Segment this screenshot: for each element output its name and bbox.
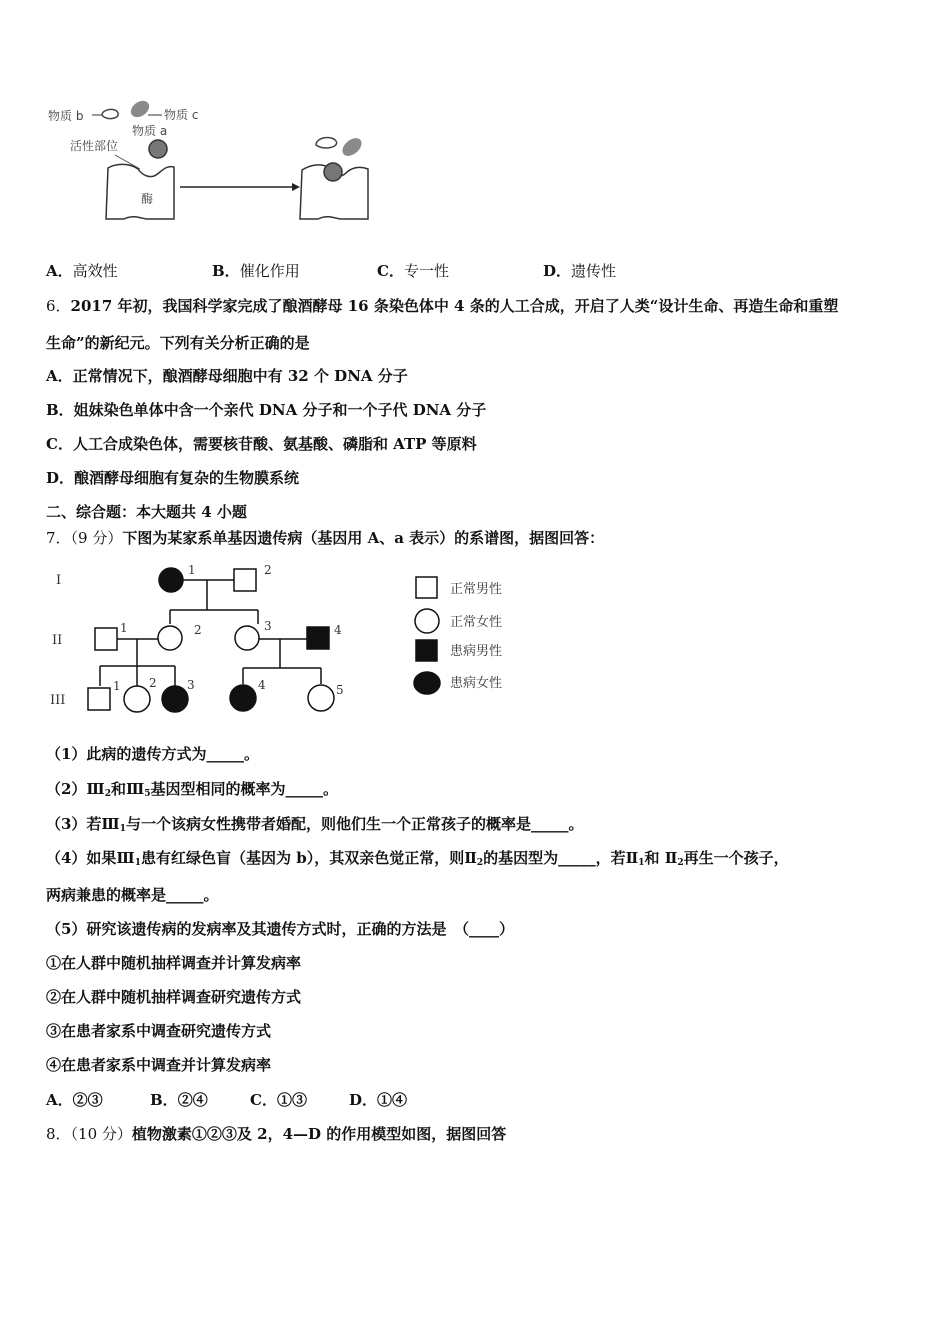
member-number: 5: [336, 683, 344, 697]
legend-affected-male: 患病男性: [450, 644, 503, 659]
legend-affected-female: 患病女性: [450, 676, 503, 691]
member-number: 3: [187, 678, 195, 692]
q7-method-1: ①在人群中随机抽样调查并计算发病率: [46, 954, 302, 972]
member-III3-affected-female: [162, 686, 188, 712]
question-stem: 植物激素①②③及 2，4—D 的作用模型如图，据图回答: [131, 1125, 507, 1143]
substance-c-shape: [128, 98, 152, 121]
q7-sub4: [46, 848, 789, 873]
q7-method-3: ③在患者家系中调查研究遗传方式: [46, 1022, 272, 1040]
member-III5-normal-female: [308, 685, 334, 711]
q7-stem: [46, 528, 604, 548]
member-III1-normal-male: [88, 688, 110, 710]
q5-option-a[interactable]: [46, 261, 118, 281]
option-letter: B．: [212, 262, 240, 280]
q6-option-c[interactable]: C．人工合成染色体，需要核苷酸、氨基酸、磷脂和 ATP 等原料: [46, 435, 477, 453]
member-number: 2: [264, 563, 272, 577]
q8-stem: [46, 1124, 506, 1144]
q7-method-2: ②在人群中随机抽样调查研究遗传方式: [46, 988, 302, 1006]
question-number: 7．: [46, 529, 71, 547]
text-part: （3）若Ⅲ: [46, 815, 120, 833]
q6-option-a[interactable]: A．正常情况下，酿酒酵母细胞中有 32 个 DNA 分子: [46, 367, 408, 385]
text-part: 基因型相同的概率为_____。: [150, 780, 339, 798]
subscript: 1: [119, 824, 126, 834]
member-number: 4: [334, 623, 342, 637]
question-number: 6．: [46, 297, 71, 315]
member-number: 1: [120, 621, 128, 635]
option-letter: D．: [349, 1091, 378, 1109]
text-part: （2）Ⅲ: [46, 780, 105, 798]
subscript: 2: [476, 858, 484, 868]
q7-method-4: ④在患者家系中调查并计算发病率: [46, 1056, 272, 1074]
text-part: 的基因型为_____，若Ⅱ: [483, 849, 639, 867]
q7-sub3: [46, 814, 584, 839]
subscript: 2: [677, 858, 684, 868]
q7-choice-c[interactable]: [250, 1090, 307, 1110]
legend-affected-female-symbol: [414, 672, 440, 694]
q6-stem-line2: 生命”的新纪元。下列有关分析正确的是: [46, 334, 310, 352]
text-part: 和 Ⅱ: [644, 849, 678, 867]
subscript: 5: [144, 789, 151, 799]
member-II3-normal-female: [235, 626, 259, 650]
label-active-site: 活性部位: [70, 139, 119, 153]
option-letter: A．: [46, 262, 73, 280]
option-text: 遗传性: [571, 262, 617, 280]
q7-choice-a[interactable]: [46, 1090, 103, 1110]
q7-sub4-line2: 两病兼患的概率是_____。: [46, 886, 219, 904]
pedigree-chart: [40, 556, 540, 726]
option-text: ①④: [377, 1091, 408, 1109]
q7-choice-d[interactable]: [349, 1090, 407, 1110]
legend-normal-male-symbol: [416, 577, 437, 598]
q7-sub5: （5）研究该遗传病的发病率及其遗传方式时，正确的方法是 （____）: [46, 920, 514, 938]
question-score: （9 分）: [70, 529, 123, 547]
subscript: 2: [104, 789, 111, 799]
option-letter: D．: [543, 262, 572, 280]
q7-sub2: [46, 779, 338, 804]
option-text: ①③: [276, 1091, 307, 1109]
q5-option-c[interactable]: [377, 261, 449, 281]
substance-b-shape: [102, 109, 118, 118]
q5-option-d[interactable]: [543, 261, 616, 281]
member-III4-affected-female: [230, 685, 256, 711]
substance-a-bound: [324, 163, 342, 181]
generation-label: III: [50, 693, 66, 708]
q6-option-d[interactable]: D．酿酒酵母细胞有复杂的生物膜系统: [46, 469, 300, 487]
member-III2-normal-female: [124, 686, 150, 712]
question-score: （10 分）: [70, 1125, 132, 1143]
option-text: 催化作用: [239, 262, 300, 280]
option-text: ②③: [72, 1091, 103, 1109]
legend-normal-female-symbol: [415, 609, 439, 633]
section-heading: 二、综合题：本大题共 4 小题: [46, 503, 247, 521]
enzyme-shape-before: [106, 164, 174, 219]
q5-option-b[interactable]: [212, 261, 300, 281]
generation-label: I: [56, 573, 62, 588]
member-number: 3: [264, 619, 272, 633]
text-part: （4）如果Ⅲ: [46, 849, 135, 867]
q7-choice-b[interactable]: [150, 1090, 208, 1110]
member-number: 2: [149, 676, 157, 690]
legend-normal-male: 正常男性: [450, 582, 503, 597]
member-I1-affected-female: [159, 568, 183, 592]
legend-affected-male-symbol: [416, 640, 437, 661]
member-II2-normal-female: [158, 626, 182, 650]
text-part: 与一个该病女性携带者婚配，则他们生一个正常孩子的概率是_____。: [125, 815, 584, 833]
enzyme-specificity-figure: [40, 95, 380, 230]
product-b-shape: [316, 138, 337, 148]
generation-label: II: [52, 633, 63, 648]
member-number: 1: [113, 679, 121, 693]
member-II1-normal-male: [95, 628, 117, 650]
subscript: 1: [134, 858, 141, 868]
member-II4-affected-male: [307, 627, 329, 649]
label-enzyme: 酶: [141, 192, 154, 206]
member-number: 4: [258, 678, 266, 692]
q7-sub1: （1）此病的遗传方式为_____。: [46, 745, 259, 763]
option-text: ②④: [177, 1091, 208, 1109]
label-substance-b: 物质 b: [48, 109, 84, 123]
question-stem: 下图为某家系单基因遗传病（基因用 A、a 表示）的系谱图，据图回答：: [122, 529, 605, 547]
option-text: 高效性: [72, 262, 118, 280]
member-I2-normal-male: [234, 569, 256, 591]
text-part: 患有红绿色盲（基因为 b），其双亲色觉正常，则Ⅱ: [140, 849, 477, 867]
substance-a-shape: [149, 140, 167, 158]
label-substance-c: 物质 c: [164, 108, 199, 122]
subscript: 1: [638, 858, 645, 868]
q6-option-b[interactable]: B．姐妹染色单体中含一个亲代 DNA 分子和一个子代 DNA 分子: [46, 401, 487, 419]
text-part: 和Ⅲ: [110, 780, 145, 798]
member-number: 1: [188, 563, 196, 577]
product-c-shape: [339, 135, 365, 160]
text-part: 再生一个孩子，: [683, 849, 789, 867]
legend-normal-female: 正常女性: [450, 615, 503, 630]
question-number: 8．: [46, 1125, 71, 1143]
label-substance-a: 物质 a: [132, 124, 168, 138]
q6-stem-line1: [46, 296, 838, 316]
option-letter: B．: [150, 1091, 178, 1109]
option-text: 专一性: [403, 262, 449, 280]
option-letter: A．: [46, 1091, 73, 1109]
option-letter: C．: [250, 1091, 277, 1109]
option-letter: C．: [377, 262, 404, 280]
question-stem: 2017 年初，我国科学家完成了酿酒酵母 16 条染色体中 4 条的人工合成，开启了人类“设计生命、再造生命和重塑: [70, 297, 839, 315]
member-number: 2: [194, 623, 202, 637]
